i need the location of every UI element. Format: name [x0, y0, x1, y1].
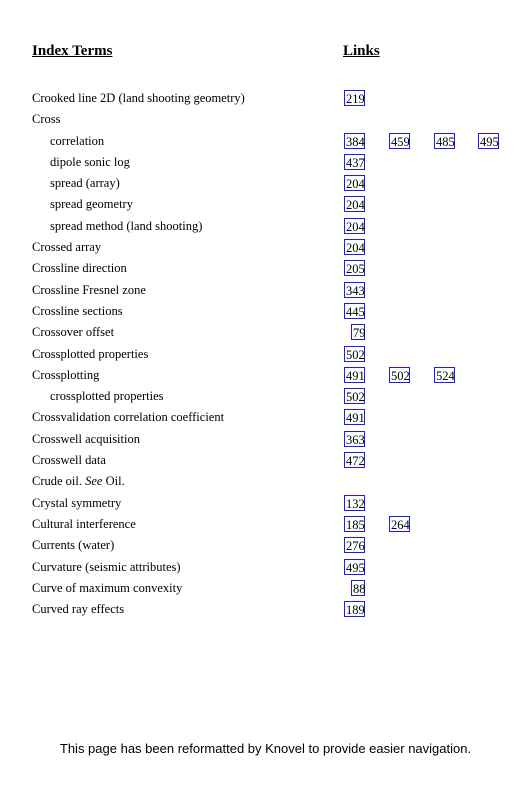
- index-term: [32, 283, 146, 298]
- page-link[interactable]: 495: [480, 134, 499, 149]
- index-term: [32, 240, 101, 255]
- term-text: Cross: [32, 112, 61, 127]
- index-entry: [0, 152, 531, 173]
- page-link[interactable]: 185: [346, 517, 365, 532]
- index-entry: [0, 493, 531, 514]
- page-link[interactable]: 502: [346, 390, 365, 405]
- page-link[interactable]: 88: [353, 581, 366, 596]
- index-subterm: [50, 389, 164, 404]
- page-link[interactable]: 472: [346, 454, 365, 469]
- index-subterm: [50, 155, 130, 170]
- index-term: [32, 261, 127, 276]
- term-text: Crossover offset: [32, 325, 115, 340]
- page-link[interactable]: 502: [346, 347, 365, 362]
- index-entry: [0, 322, 531, 343]
- term-text: Crossed array: [32, 240, 102, 255]
- page-link[interactable]: 491: [346, 368, 365, 383]
- index-list: [0, 88, 531, 620]
- page-link[interactable]: 445: [346, 304, 365, 319]
- term-text: Crosswell acquisition: [32, 431, 140, 446]
- page-link[interactable]: 276: [346, 539, 365, 554]
- term-text: Curved ray effects: [32, 602, 125, 617]
- page-link[interactable]: 491: [346, 411, 365, 426]
- index-terms-heading: Index Terms: [32, 43, 113, 59]
- page-link[interactable]: 219: [346, 92, 365, 106]
- index-entry: [0, 599, 531, 620]
- term-text: spread method (land shooting): [50, 218, 203, 233]
- index-entry: [0, 301, 531, 322]
- links-heading: Links: [343, 43, 380, 59]
- term-text: dipole sonic log: [50, 154, 130, 169]
- term-text: crossplotted properties: [50, 389, 164, 404]
- term-text: spread geometry: [50, 197, 133, 212]
- index-entry: [0, 386, 531, 407]
- index-term: [32, 517, 136, 532]
- index-term: [32, 112, 60, 127]
- index-term: [32, 347, 148, 362]
- index-term: [32, 453, 106, 468]
- index-entry: [0, 173, 531, 194]
- term-text: Curve of maximum convexity: [32, 580, 183, 595]
- index-term: [32, 581, 182, 596]
- page-link[interactable]: 384: [346, 134, 365, 149]
- index-term: [32, 325, 114, 340]
- term-text: Crossline Fresnel zone: [32, 282, 146, 297]
- term-text: spread (array): [50, 176, 120, 191]
- index-entry: [0, 216, 531, 237]
- page-link[interactable]: 264: [391, 517, 410, 532]
- index-entry: [0, 237, 531, 258]
- term-text: Crosswell data: [32, 453, 106, 468]
- index-entry: [0, 131, 531, 152]
- page-link[interactable]: 495: [346, 560, 365, 575]
- index-term: [32, 91, 245, 106]
- index-entry: [0, 535, 531, 556]
- term-text: Crossline sections: [32, 303, 123, 318]
- term-text: correlation: [50, 133, 105, 148]
- term-text: Crossplotted properties: [32, 346, 149, 361]
- term-text: Crystal symmetry: [32, 495, 122, 510]
- page-link[interactable]: 363: [346, 432, 365, 447]
- index-subterm: [50, 134, 104, 149]
- term-text: Cultural interference: [32, 516, 136, 531]
- see-reference-label: See: [85, 474, 103, 489]
- index-subterm: [50, 219, 202, 234]
- index-term: [32, 432, 140, 447]
- page-link[interactable]: 485: [436, 134, 455, 149]
- see-reference-target: Oil.: [105, 474, 125, 489]
- index-entry: [0, 365, 531, 386]
- index-term: [32, 560, 181, 575]
- page-link[interactable]: 204: [346, 177, 365, 192]
- page-link[interactable]: 132: [346, 496, 365, 511]
- page-link[interactable]: 524: [436, 368, 455, 383]
- index-entry: [0, 557, 531, 578]
- index-entry: [0, 344, 531, 365]
- index-entry: [0, 109, 531, 130]
- term-text: Crossplotting: [32, 367, 100, 382]
- page-link[interactable]: 343: [346, 283, 365, 298]
- page-link[interactable]: 189: [346, 603, 365, 618]
- page-link[interactable]: 459: [391, 134, 410, 149]
- index-term: [32, 538, 114, 553]
- index-term: [32, 474, 125, 489]
- index-entry: [0, 429, 531, 450]
- term-text: Currents (water): [32, 538, 115, 553]
- page-link[interactable]: 205: [346, 262, 365, 277]
- index-term: [32, 304, 123, 319]
- index-entry: [0, 514, 531, 535]
- term-text: Curvature (seismic attributes): [32, 559, 181, 574]
- page-link[interactable]: 437: [346, 155, 365, 170]
- index-entry: [0, 407, 531, 428]
- term-text: Crossline direction: [32, 261, 127, 276]
- index-term: [32, 602, 124, 617]
- index-term: [32, 410, 224, 425]
- term-text: Crude oil.: [32, 474, 82, 489]
- page-link[interactable]: 204: [346, 241, 365, 256]
- knovel-footer-note: This page has been reformatted by Knovel to provide easier navigation.: [59, 741, 472, 756]
- index-entry: [0, 280, 531, 301]
- index-entry: [0, 194, 531, 215]
- page-link[interactable]: 204: [346, 198, 365, 213]
- page-link[interactable]: 502: [391, 368, 410, 383]
- page-link[interactable]: 79: [353, 326, 366, 341]
- index-subterm: [50, 176, 120, 191]
- index-entry: [0, 450, 531, 471]
- index-entry: [0, 258, 531, 279]
- index-term: [32, 496, 121, 511]
- index-entry: [0, 471, 531, 492]
- index-term: [32, 368, 99, 383]
- index-entry: [0, 88, 531, 109]
- index-subterm: [50, 197, 133, 212]
- term-text: Crossvalidation correlation coefficient: [32, 410, 225, 425]
- index-entry: [0, 578, 531, 599]
- term-text: Crooked line 2D (land shooting geometry): [32, 91, 245, 105]
- page-link[interactable]: 204: [346, 219, 365, 234]
